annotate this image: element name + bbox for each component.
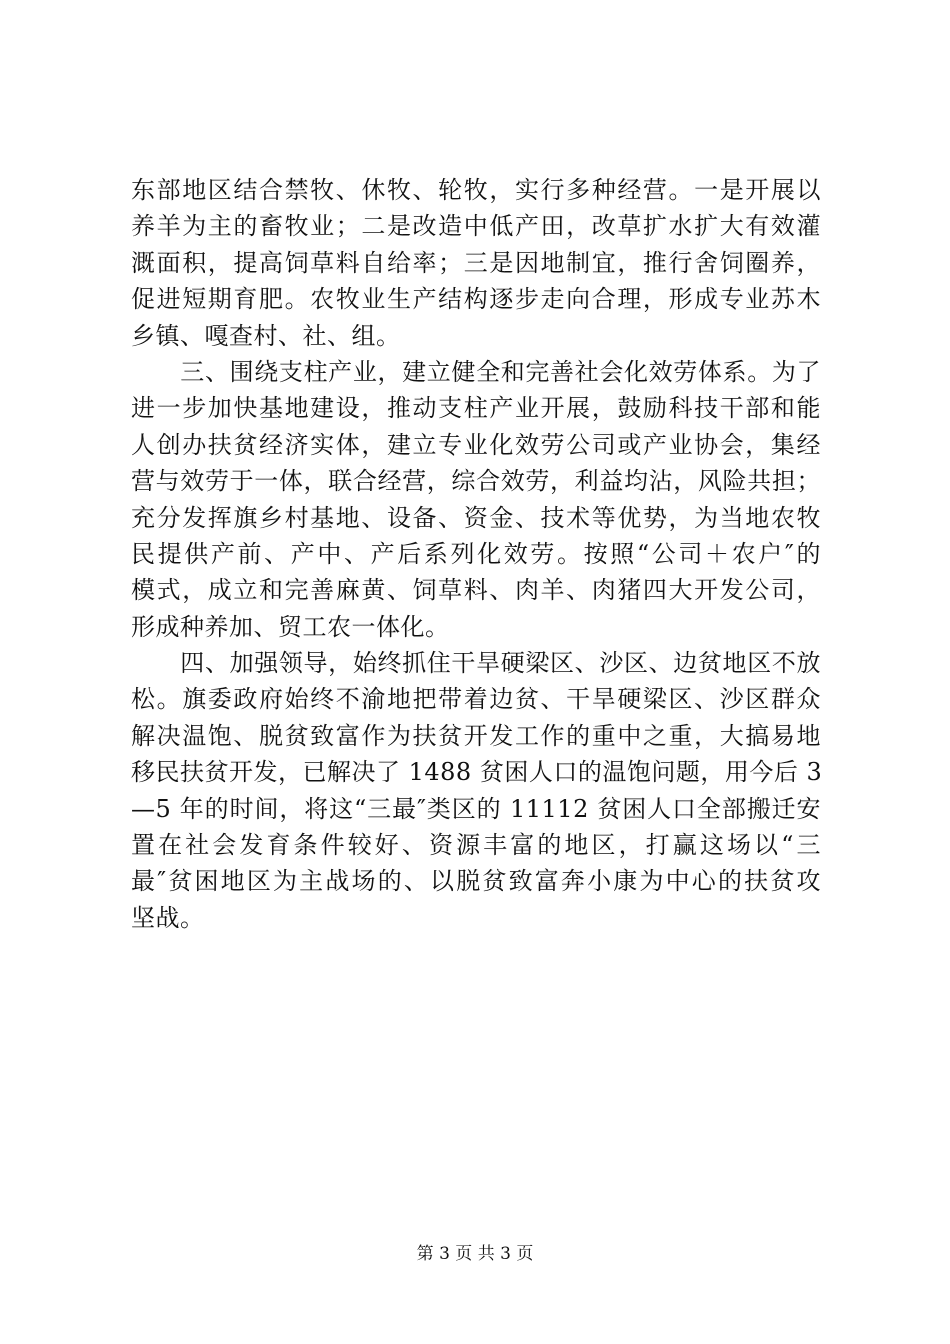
- text-line-15: 松。旗委政府始终不渝地把带着边贫、干旱硬梁区、沙区群众: [131, 685, 821, 714]
- text-line-12: 模式，成立和完善麻黄、饲草料、肉羊、肉猪四大开发公司，: [131, 576, 821, 605]
- text-line-17: 移民扶贫开发，已解决了 1488 贫困人口的温饱问题，用今后 3: [131, 758, 823, 787]
- text-line-9: 营与效劳于一体，联合经营，综合效劳，利益均沾，风险共担；: [131, 467, 821, 496]
- text-line-21: 坚战。: [131, 903, 205, 932]
- text-line-18: —5 年的时间，将这“三最″类区的 11112 贫困人口全部搬迁安: [131, 794, 821, 823]
- text-line-10: 充分发挥旗乡村基地、设备、资金、技术等优势，为当地农牧: [131, 503, 821, 532]
- text-line-7: 进一步加快基地建设，推动支柱产业开展，鼓励科技干部和能: [131, 394, 821, 423]
- page-number-footer: 第 3 页 共 3 页: [416, 1244, 534, 1264]
- text-line-4: 促进短期育肥。农牧业生产结构逐步走向合理，形成专业苏木: [131, 285, 821, 314]
- text-line-19: 置在社会发育条件较好、资源丰富的地区，打赢这场以“三: [131, 831, 821, 860]
- text-line-11: 民提供产前、产中、产后系列化效劳。按照“公司＋农户″的: [131, 539, 821, 568]
- body-text: [131, 172, 821, 936]
- text-line-20: 最″贫困地区为主战场的、以脱贫致富奔小康为中心的扶贫攻: [131, 867, 821, 896]
- text-line-8: 人创办扶贫经济实体，建立专业化效劳公司或产业协会，集经: [131, 430, 821, 459]
- text-line-3: 溉面积，提高饲草料自给率；三是因地制宜，推行舍饲圈养，: [131, 248, 821, 277]
- text-line-1: 东部地区结合禁牧、休牧、轮牧，实行多种经营。一是开展以: [131, 176, 821, 204]
- text-line-13: 形成种养加、贸工农一体化。: [131, 612, 450, 641]
- text-line-5: 乡镇、嘎查村、社、组。: [131, 321, 401, 350]
- text-line-14: 四、加强领导，始终抓住干旱硬梁区、沙区、边贫地区不放: [131, 649, 821, 678]
- text-line-2: 养羊为主的畜牧业；二是改造中低产田，改草扩水扩大有效灌: [131, 212, 821, 241]
- text-line-6: 三、围绕支柱产业，建立健全和完善社会化效劳体系。为了: [131, 357, 821, 386]
- text-line-16: 解决温饱、脱贫致富作为扶贫开发工作的重中之重，大搞易地: [131, 721, 821, 750]
